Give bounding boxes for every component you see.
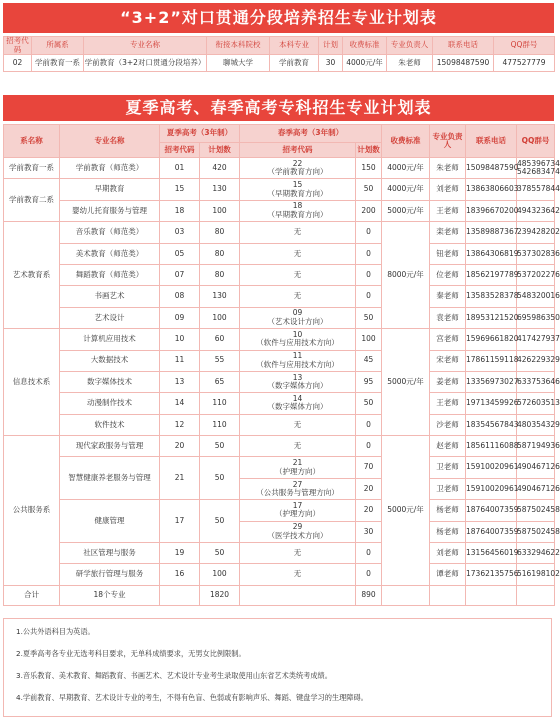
- cell-summer-plan: 50: [200, 543, 240, 564]
- cell-major: 智慧健康养老服务与管理: [60, 457, 160, 500]
- cell-summer-code: 14: [160, 393, 200, 414]
- note-item: 2.夏季高考各专业无选考科目要求，无单科成绩要求，无男女比例限制。: [16, 649, 246, 658]
- cell-lead: 朱老师: [430, 158, 466, 179]
- cell-summer-plan: 80: [200, 243, 240, 264]
- cell-summer-plan: 100: [200, 307, 240, 328]
- spring-code: 29: [292, 522, 303, 532]
- header-summer-code: 招考代码: [160, 143, 200, 158]
- header-qq: QQ群号: [517, 125, 555, 158]
- header-summer-plan: 计划数: [200, 143, 240, 158]
- header-fee: 收费标准: [382, 125, 430, 158]
- cell-major: 艺术设计: [60, 307, 160, 328]
- cell: [430, 585, 466, 605]
- cell-spring-code: 无: [240, 543, 356, 564]
- cell: 15098487590: [433, 55, 494, 72]
- table-3plus2-header: [4, 37, 555, 55]
- spring-direction: （软件与应用技术方向）: [256, 338, 339, 348]
- table-row: [4, 222, 555, 243]
- qq-number: 542683474: [517, 167, 560, 177]
- cell-phone: 18764007359: [466, 500, 517, 521]
- cell-major: 健康管理: [60, 500, 160, 543]
- cell-spring-plan: 50: [356, 179, 382, 200]
- cell-lead: 谭老师: [430, 564, 466, 585]
- cell-summer-code: 17: [160, 500, 200, 543]
- cell-major: 早期教育: [60, 179, 160, 200]
- spring-direction: （医学技术方向）: [267, 530, 328, 540]
- cell-spring-code: [240, 521, 356, 542]
- cell-qq: 490467126: [517, 457, 555, 478]
- cell-summer-code: 21: [160, 457, 200, 500]
- cell-qq: 516198102: [517, 564, 555, 585]
- cell-summer-code: 07: [160, 264, 200, 285]
- col-header: 衔接本科院校: [207, 37, 270, 55]
- cell-major: 计算机应用技术: [60, 329, 160, 350]
- cell-spring-plan: 50: [356, 393, 382, 414]
- cell-summer-plan: 55: [200, 350, 240, 371]
- header-spring-code: 招考代码: [240, 143, 356, 158]
- spring-direction: （护理方向）: [275, 466, 320, 476]
- cell-lead: 姜老师: [430, 371, 466, 392]
- cell-summer-code: 16: [160, 564, 200, 585]
- cell-major: 音乐教育（师范类）: [60, 222, 160, 243]
- cell-summer-plan: 100: [200, 200, 240, 221]
- cell-phone: 13589887367: [466, 222, 517, 243]
- col-header: 招考代码: [4, 37, 32, 55]
- spring-code: 21: [292, 458, 303, 468]
- cell: 聊城大学: [207, 55, 270, 72]
- table-row: [4, 55, 555, 72]
- cell-lead: 刘老师: [430, 543, 466, 564]
- cell-summer-code: 20: [160, 436, 200, 457]
- col-header: QQ群号: [494, 37, 555, 55]
- cell-spring-plan: 20: [356, 478, 382, 499]
- cell-summer-code: 15: [160, 179, 200, 200]
- cell-fee: 4000元/年: [382, 158, 430, 179]
- note-item: 3.音乐教育、美术教育、舞蹈教育、书画艺术、艺术设计专业考生录取使用山东省艺术类统考成绩。: [16, 671, 332, 680]
- cell-summer-plan: 65: [200, 371, 240, 392]
- total-summer: 1820: [200, 585, 240, 605]
- table-row: [4, 264, 555, 285]
- cell-qq: 537202276: [517, 264, 555, 285]
- cell-summer-plan: 110: [200, 393, 240, 414]
- cell-summer-plan: 50: [200, 457, 240, 500]
- cell-phone: 13864306819: [466, 243, 517, 264]
- spring-direction: （公共服务与管理方向）: [256, 488, 339, 498]
- cell: [466, 585, 517, 605]
- cell-spring-plan: 100: [356, 329, 382, 350]
- cell-major: 软件技术: [60, 414, 160, 435]
- cell-spring-code: [240, 500, 356, 521]
- cell-spring-code: 无: [240, 436, 356, 457]
- cell-phone: 18953121520: [466, 307, 517, 328]
- note-item: 4.学前教育、早期教育、艺术设计专业的考生，不得有色盲、色弱或有影响声乐、舞蹈、键盘学习的生理障碍。: [16, 693, 368, 702]
- spring-code: 22: [292, 158, 303, 168]
- cell-phone: 18354567843: [466, 414, 517, 435]
- cell-fee: 5000元/年: [382, 200, 430, 221]
- spring-direction: （数字媒体方向）: [267, 381, 328, 391]
- spring-direction: （学前教育方向）: [267, 167, 328, 177]
- col-header: 本科专业: [270, 37, 319, 55]
- cell-lead: 位老师: [430, 264, 466, 285]
- cell-spring-code: [240, 457, 356, 478]
- cell-spring-plan: 0: [356, 286, 382, 307]
- cell-qq: [517, 158, 560, 179]
- cell-lead: 钮老师: [430, 243, 466, 264]
- cell-spring-code: 无: [240, 286, 356, 307]
- cell-fee: 8000元/年: [382, 222, 430, 329]
- cell-summer-plan: 110: [200, 414, 240, 435]
- cell-fee: 5000元/年: [382, 329, 430, 436]
- cell-spring-code: 无: [240, 264, 356, 285]
- cell-phone: 18396670200: [466, 200, 517, 221]
- cell-summer-plan: 130: [200, 179, 240, 200]
- cell-lead: 宫老师: [430, 329, 466, 350]
- col-header: 专业负责人: [387, 37, 433, 55]
- cell-summer-plan: 80: [200, 264, 240, 285]
- cell-spring-plan: 0: [356, 564, 382, 585]
- cell-lead: 王老师: [430, 200, 466, 221]
- table-row: [4, 436, 555, 457]
- col-header: 联系电话: [433, 37, 494, 55]
- cell-lead: 赵老师: [430, 436, 466, 457]
- cell-phone: 17362135756: [466, 564, 517, 585]
- header-summer: 夏季高考（3年制）: [160, 125, 240, 143]
- cell-spring-code: [240, 158, 356, 179]
- cell-spring-code: [240, 179, 356, 200]
- cell-summer-code: 19: [160, 543, 200, 564]
- cell-phone: 13583528378: [466, 286, 517, 307]
- cell-lead: 袁老师: [430, 307, 466, 328]
- header-spring-plan: 计划数: [356, 143, 382, 158]
- cell-major: 现代家政服务与管理: [60, 436, 160, 457]
- col-header: 收费标准: [343, 37, 387, 55]
- table-row: [4, 543, 555, 564]
- cell-phone: 15910020961: [466, 478, 517, 499]
- cell-dept: 艺术教育系: [4, 222, 60, 329]
- cell-spring-plan: 0: [356, 222, 382, 243]
- cell-qq: 490467126: [517, 478, 555, 499]
- cell-phone: 13863806603: [466, 179, 517, 200]
- cell-lead: 秦老师: [430, 286, 466, 307]
- table-row: [4, 179, 555, 200]
- cell-qq: 537302836: [517, 243, 555, 264]
- cell-spring-code: 无: [240, 222, 356, 243]
- cell-lead: 栾老师: [430, 222, 466, 243]
- col-header: 所属系: [32, 37, 84, 55]
- spring-direction: （护理方向）: [275, 509, 320, 519]
- cell-phone: 18764007359: [466, 521, 517, 542]
- cell-summer-code: 03: [160, 222, 200, 243]
- table-row: [4, 243, 555, 264]
- cell-summer-plan: 100: [200, 564, 240, 585]
- table-row: [4, 564, 555, 585]
- cell-major: 社区管理与服务: [60, 543, 160, 564]
- total-majors: 18个专业: [60, 585, 160, 605]
- banner-title-3plus2: “3+2”对口贯通分段培养招生专业计划表: [3, 3, 554, 33]
- cell-spring-plan: 0: [356, 243, 382, 264]
- table-3plus2: [3, 36, 555, 72]
- cell-qq: 548320016: [517, 286, 555, 307]
- cell-phone: 15910020961: [466, 457, 517, 478]
- cell-qq: 695986350: [517, 307, 555, 328]
- cell-spring-plan: 0: [356, 436, 382, 457]
- table-summer-spring: [3, 124, 560, 606]
- cell-spring-plan: 0: [356, 264, 382, 285]
- cell-qq: 633753646: [517, 371, 555, 392]
- cell: [160, 585, 200, 605]
- cell-summer-code: 01: [160, 158, 200, 179]
- cell-spring-code: [240, 371, 356, 392]
- cell-spring-plan: 20: [356, 500, 382, 521]
- cell-spring-code: [240, 350, 356, 371]
- cell-summer-plan: 420: [200, 158, 240, 179]
- cell: [382, 585, 430, 605]
- header-lead: 专业负责人: [430, 125, 466, 158]
- total-spring: 890: [356, 585, 382, 605]
- cell-spring-plan: 95: [356, 371, 382, 392]
- cell-qq: 572603513: [517, 393, 555, 414]
- cell-phone: 13356973027: [466, 371, 517, 392]
- col-header: 专业名称: [84, 37, 207, 55]
- cell: 学前教育: [270, 55, 319, 72]
- spring-code: 11: [292, 351, 303, 361]
- cell-major: 书画艺术: [60, 286, 160, 307]
- cell-major: 婴幼儿托育服务与管理: [60, 200, 160, 221]
- spring-code: 17: [292, 500, 303, 510]
- cell-major: 舞蹈教育（师范类）: [60, 264, 160, 285]
- cell-summer-plan: 130: [200, 286, 240, 307]
- cell-summer-code: 09: [160, 307, 200, 328]
- cell-dept: 学前教育二系: [4, 179, 60, 222]
- cell: 4000元/年: [343, 55, 387, 72]
- spring-direction: （早期教育方向）: [267, 209, 328, 219]
- cell-spring-plan: 30: [356, 521, 382, 542]
- cell: 477527779: [494, 55, 555, 72]
- spring-code: 10: [292, 329, 303, 339]
- spring-code: 14: [292, 393, 303, 403]
- cell-dept: 学前教育一系: [4, 158, 60, 179]
- cell-qq: 426229329: [517, 350, 555, 371]
- cell-spring-code: [240, 200, 356, 221]
- cell-qq: 587502458: [517, 500, 555, 521]
- cell-spring-code: [240, 329, 356, 350]
- cell-summer-code: 12: [160, 414, 200, 435]
- cell-lead: 宋老师: [430, 350, 466, 371]
- spring-code: 15: [292, 180, 303, 190]
- cell-spring-code: 无: [240, 414, 356, 435]
- cell-spring-plan: 45: [356, 350, 382, 371]
- total-label: 合计: [4, 585, 60, 605]
- cell-summer-plan: 50: [200, 436, 240, 457]
- cell: 30: [319, 55, 343, 72]
- header-dept: 系名称: [4, 125, 60, 158]
- cell: [517, 585, 555, 605]
- cell-fee: 5000元/年: [382, 436, 430, 586]
- cell-major: 动漫制作技术: [60, 393, 160, 414]
- cell-spring-code: [240, 478, 356, 499]
- cell-spring-code: [240, 307, 356, 328]
- cell-major: 研学旅行管理与服务: [60, 564, 160, 585]
- cell-phone: 17861159118: [466, 350, 517, 371]
- cell-summer-code: 08: [160, 286, 200, 307]
- cell-qq: 239428202: [517, 222, 555, 243]
- table-row: [4, 200, 555, 221]
- spring-direction: （软件与应用技术方向）: [256, 359, 339, 369]
- cell-lead: 杨老师: [430, 521, 466, 542]
- notes-box: [3, 618, 552, 717]
- cell-spring-plan: 200: [356, 200, 382, 221]
- table-row: [4, 286, 555, 307]
- cell: 学前教育一系: [32, 55, 84, 72]
- cell-qq: 494323642: [517, 200, 555, 221]
- spring-code: 18: [292, 201, 303, 211]
- col-header: 计划: [319, 37, 343, 55]
- cell-major: 大数据技术: [60, 350, 160, 371]
- cell-spring-plan: 150: [356, 158, 382, 179]
- cell-summer-plan: 80: [200, 222, 240, 243]
- cell-lead: 卫老师: [430, 457, 466, 478]
- header-spring: 春季高考（3年制）: [240, 125, 382, 143]
- cell-spring-code: 无: [240, 564, 356, 585]
- cell-spring-plan: 50: [356, 307, 382, 328]
- spring-code: 09: [292, 308, 303, 318]
- table-row: [4, 329, 555, 350]
- note-item: 1.公共外语科目为英语。: [16, 627, 95, 636]
- cell-phone: 18561116088: [466, 436, 517, 457]
- cell-lead: 卫老师: [430, 478, 466, 499]
- cell-summer-code: 05: [160, 243, 200, 264]
- cell-major: 美术教育（师范类）: [60, 243, 160, 264]
- header-major: 专业名称: [60, 125, 160, 158]
- table-row: [4, 393, 555, 414]
- cell-phone: 15969661820: [466, 329, 517, 350]
- cell-summer-plan: 50: [200, 500, 240, 543]
- cell-summer-code: 10: [160, 329, 200, 350]
- cell-major: 数字媒体技术: [60, 371, 160, 392]
- cell-spring-plan: 0: [356, 414, 382, 435]
- cell-spring-plan: 70: [356, 457, 382, 478]
- cell-phone: 15098487590: [466, 158, 517, 179]
- table-row: [4, 371, 555, 392]
- table-row: [4, 158, 555, 179]
- header-phone: 联系电话: [466, 125, 517, 158]
- spring-code: 13: [292, 372, 303, 382]
- cell-lead: 杨老师: [430, 500, 466, 521]
- spring-code: 27: [292, 479, 303, 489]
- spring-direction: （数字媒体方向）: [267, 402, 328, 412]
- cell-lead: 王老师: [430, 393, 466, 414]
- cell-spring-code: [240, 393, 356, 414]
- cell-summer-code: 13: [160, 371, 200, 392]
- spring-direction: （早期教育方向）: [267, 188, 328, 198]
- cell-summer-code: 11: [160, 350, 200, 371]
- cell-phone: 19713459926: [466, 393, 517, 414]
- cell-spring-code: 无: [240, 243, 356, 264]
- cell-major: 学前教育（师范类）: [60, 158, 160, 179]
- cell-phone: 18562197789: [466, 264, 517, 285]
- cell-qq: 633294622: [517, 543, 555, 564]
- cell-qq: 587502458: [517, 521, 555, 542]
- table-row: [4, 414, 555, 435]
- cell: [240, 585, 356, 605]
- cell-dept: 信息技术系: [4, 329, 60, 436]
- qq-number: 485396734: [517, 158, 560, 168]
- table-row: [4, 307, 555, 328]
- table-total-row: [4, 585, 555, 605]
- cell: 学前教育（3+2对口贯通分段培养）: [84, 55, 207, 72]
- cell-qq: 417427937: [517, 329, 555, 350]
- spring-direction: （艺术设计方向）: [267, 316, 328, 326]
- cell: 朱老师: [387, 55, 433, 72]
- cell-qq: 587194936: [517, 436, 555, 457]
- cell-lead: 刘老师: [430, 179, 466, 200]
- table-row: [4, 350, 555, 371]
- cell-qq: 378557844: [517, 179, 555, 200]
- banner-title-summer-spring: 夏季高考、春季高考专科招生专业计划表: [3, 95, 554, 121]
- cell-spring-plan: 0: [356, 543, 382, 564]
- cell-summer-plan: 60: [200, 329, 240, 350]
- cell-qq: 480354329: [517, 414, 555, 435]
- cell-summer-code: 18: [160, 200, 200, 221]
- cell-dept: 公共服务系: [4, 436, 60, 586]
- table-row: [4, 457, 555, 478]
- table-row: [4, 500, 555, 521]
- cell-lead: 沙老师: [430, 414, 466, 435]
- cell-phone: 13156456019: [466, 543, 517, 564]
- cell: 02: [4, 55, 32, 72]
- cell-fee: 4000元/年: [382, 179, 430, 200]
